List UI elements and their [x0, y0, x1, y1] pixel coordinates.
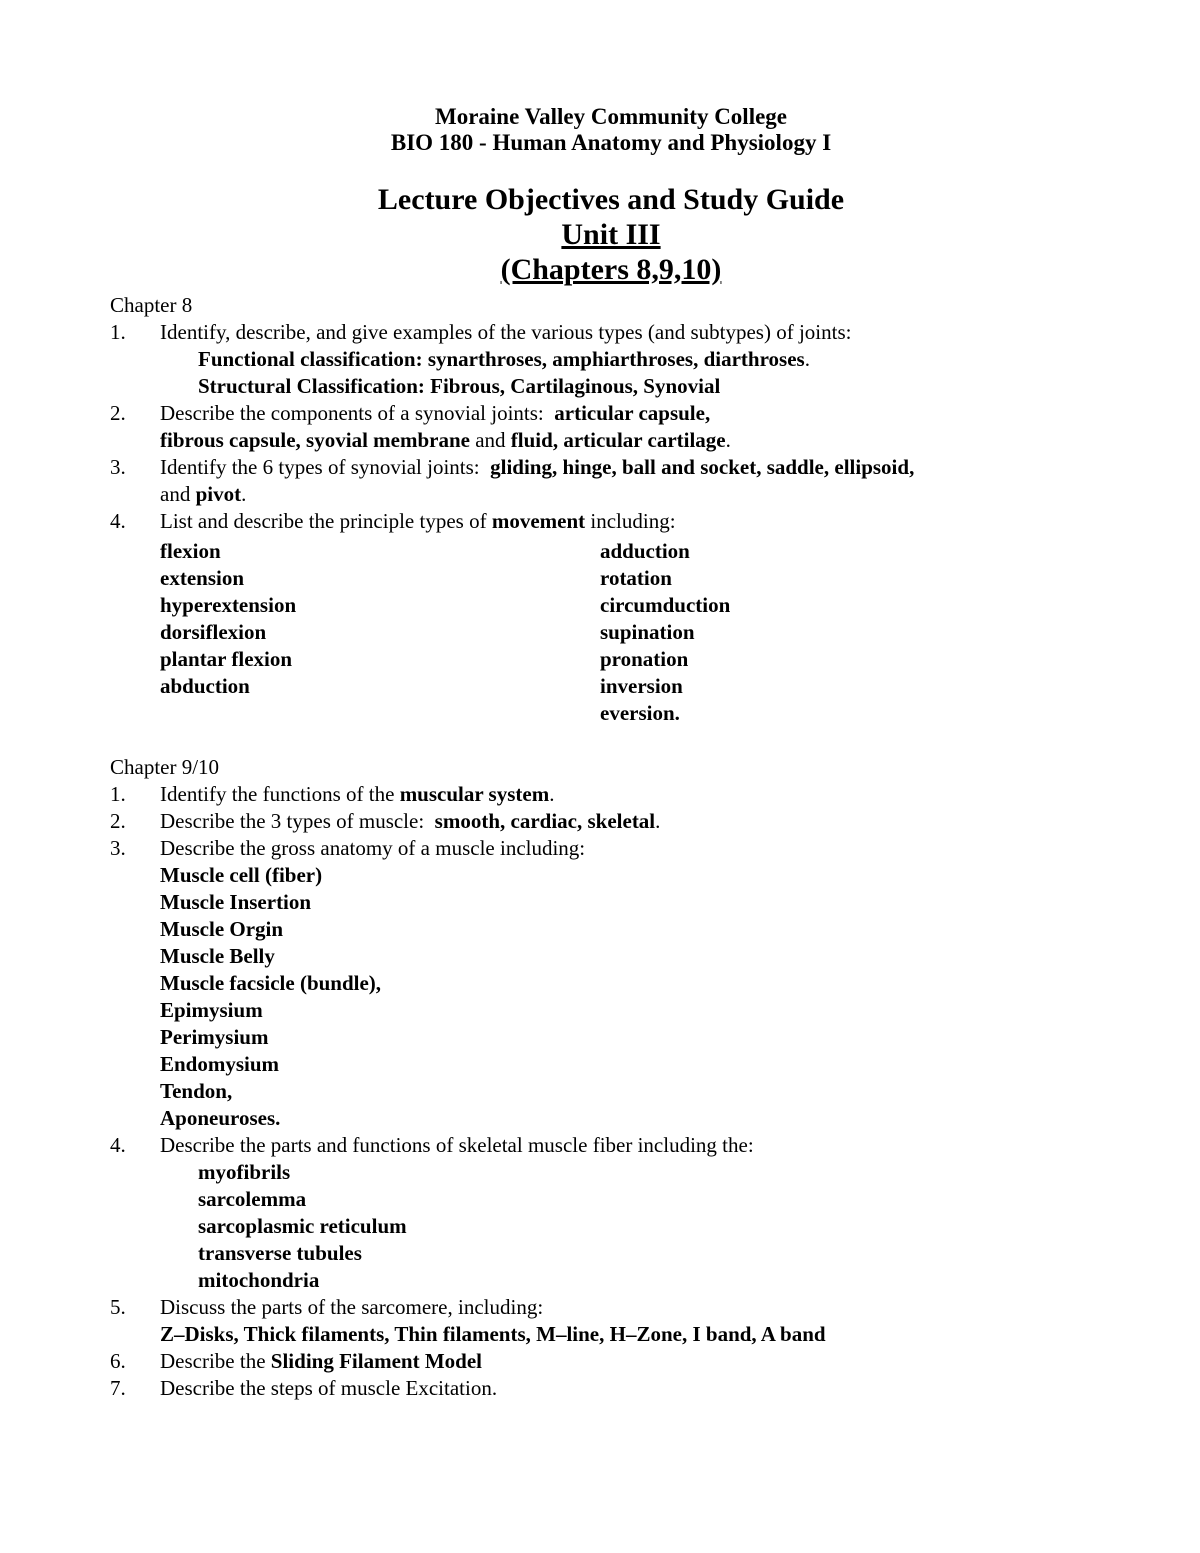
movement-column-left: [160, 538, 600, 727]
item-content: [160, 1375, 1112, 1402]
text-line: [160, 373, 1112, 400]
text-run: and: [475, 428, 511, 452]
document-header: [110, 104, 1112, 156]
list-item-ch910-7: [110, 1375, 1112, 1402]
movement-item: dorsiflexion: [160, 620, 267, 644]
list-item-ch8-3: [110, 454, 1112, 508]
sarcomere-parts-line: Z–Disks, Thick filaments, Thin filaments, M–line, H–Zone, I band, A band: [160, 1322, 826, 1346]
anatomy-part: Muscle cell (fiber): [160, 863, 323, 887]
bold-run: muscular system: [399, 782, 550, 806]
movement-item: extension: [160, 566, 244, 590]
text-run: Discuss the parts of the sarcomere, including:: [160, 1295, 544, 1319]
text-line: [160, 1348, 1112, 1375]
text-line: [160, 1294, 1112, 1321]
text-line: [160, 346, 1112, 373]
text-run: List and describe the principle types of: [160, 509, 492, 533]
fiber-part: mitochondria: [198, 1268, 320, 1292]
text-run: .: [804, 347, 810, 371]
bold-run: gliding, hinge, ball and socket, saddle, ellipsoid,: [490, 455, 915, 479]
list-item-ch910-3: [110, 835, 1112, 1132]
text-run: Identify, describe, and give examples of the various types (and subtypes) of joints:: [160, 320, 852, 344]
anatomy-part: Aponeuroses.: [160, 1106, 281, 1130]
fiber-part: sarcolemma: [198, 1187, 307, 1211]
text-line: [160, 454, 1112, 481]
item-number: 1.: [110, 782, 126, 806]
item-number: 3.: [110, 455, 126, 479]
item-content: [160, 781, 1112, 808]
list-item-ch910-1: [110, 781, 1112, 808]
text-run: Describe the: [160, 1349, 271, 1373]
item-content: [160, 808, 1112, 835]
text-run: Describe the steps of muscle Excitation.: [160, 1376, 498, 1400]
anatomy-part: Muscle facsicle (bundle),: [160, 971, 382, 995]
item-content: [160, 508, 1112, 727]
anatomy-part: Muscle Belly: [160, 944, 275, 968]
title-unit: Unit III: [561, 218, 661, 251]
bold-run: articular capsule,: [554, 401, 711, 425]
movement-columns: [160, 538, 1112, 727]
text-run: Identify the 6 types of synovial joints:: [160, 455, 491, 479]
item-number: 3.: [110, 836, 126, 860]
bold-run: smooth, cardiac, skeletal: [434, 809, 656, 833]
movement-item: adduction: [600, 539, 690, 563]
item-content: [160, 454, 1112, 508]
text-run: and: [160, 482, 196, 506]
list-item-ch910-6: [110, 1348, 1112, 1375]
text-run: Describe the 3 types of muscle:: [160, 809, 435, 833]
text-line: [160, 427, 1112, 454]
text-line: [160, 400, 1112, 427]
anatomy-part: Endomysium: [160, 1052, 280, 1076]
item-number: 6.: [110, 1349, 126, 1373]
item-number: 7.: [110, 1376, 126, 1400]
text-line: [160, 781, 1112, 808]
anatomy-part: Perimysium: [160, 1025, 269, 1049]
text-run: Describe the gross anatomy of a muscle including:: [160, 836, 586, 860]
movement-item: plantar flexion: [160, 647, 293, 671]
text-line: [160, 1132, 1112, 1159]
text-run: .: [725, 428, 731, 452]
anatomy-part: Tendon,: [160, 1079, 233, 1103]
title-main: Lecture Objectives and Study Guide: [377, 183, 845, 216]
item-content: [160, 1348, 1112, 1375]
movement-item: hyperextension: [160, 593, 297, 617]
text-run: .: [549, 782, 555, 806]
list-item-ch910-5: [110, 1294, 1112, 1348]
text-line: [160, 508, 1112, 535]
text-run: .: [241, 482, 247, 506]
text-run: including:: [585, 509, 676, 533]
list-item-ch8-2: [110, 400, 1112, 454]
fiber-part: sarcoplasmic reticulum: [198, 1214, 407, 1238]
movement-item: rotation: [600, 566, 672, 590]
list-item-ch910-4: [110, 1132, 1112, 1294]
course-title: BIO 180 - Human Anatomy and Physiology I: [390, 130, 832, 155]
item-number: 2.: [110, 401, 126, 425]
list-item-ch8-4: [110, 508, 1112, 727]
item-content: [160, 1132, 1112, 1294]
item-content: [160, 400, 1112, 454]
bold-run: Sliding Filament Model: [270, 1349, 482, 1373]
movement-item: pronation: [600, 647, 689, 671]
document-title-block: [110, 182, 1112, 287]
text-line: [160, 808, 1112, 835]
bold-run: Functional classification: synarthroses, amphiarthroses, diarthroses: [198, 347, 805, 371]
item-content: [160, 1294, 1112, 1348]
text-line: [160, 319, 1112, 346]
item-number: 4.: [110, 509, 126, 533]
bold-run: fibrous capsule, syovial membrane: [160, 428, 476, 452]
item-number: 2.: [110, 809, 126, 833]
text-line: [160, 481, 1112, 508]
anatomy-part: Muscle Insertion: [160, 890, 312, 914]
text-run: Describe the parts and functions of skeletal muscle fiber including the:: [160, 1133, 754, 1157]
fiber-part: transverse tubules: [198, 1241, 362, 1265]
movement-item: flexion: [160, 539, 221, 563]
text-run: .: [655, 809, 661, 833]
text-line: [160, 835, 1112, 862]
school-name: Moraine Valley Community College: [435, 104, 787, 129]
item-number: 1.: [110, 320, 126, 344]
list-item-ch910-2: [110, 808, 1112, 835]
movement-item: supination: [600, 620, 695, 644]
chapter-9-10-section: [110, 754, 1112, 1402]
movement-item: inversion: [600, 674, 683, 698]
movement-item: abduction: [160, 674, 250, 698]
text-run: Identify the functions of the: [160, 782, 400, 806]
bold-run: pivot: [195, 482, 242, 506]
item-content: [160, 319, 1112, 400]
movement-item: circumduction: [600, 593, 731, 617]
item-content: [160, 835, 1112, 1132]
list-item-ch8-1: [110, 319, 1112, 400]
bold-run: Structural Classification: Fibrous, Cartilaginous, Synovial: [198, 374, 721, 398]
anatomy-part: Epimysium: [160, 998, 263, 1022]
text-run: Describe the components of a synovial joints:: [160, 401, 555, 425]
chapter-8-heading: Chapter 8: [110, 293, 193, 317]
anatomy-part: Muscle Orgin: [160, 917, 284, 941]
movement-item: eversion.: [600, 701, 680, 725]
movement-column-right: [600, 538, 1112, 727]
bold-run: movement: [491, 509, 586, 533]
item-number: 4.: [110, 1133, 126, 1157]
chapter-8-section: [110, 292, 1112, 727]
bold-run: fluid, articular cartilage: [510, 428, 726, 452]
item-number: 5.: [110, 1295, 126, 1319]
text-line: [160, 1375, 1112, 1402]
title-chapters: (Chapters 8,9,10): [500, 253, 722, 286]
fiber-part: myofibrils: [198, 1160, 291, 1184]
chapter-9-10-heading: Chapter 9/10: [110, 755, 220, 779]
